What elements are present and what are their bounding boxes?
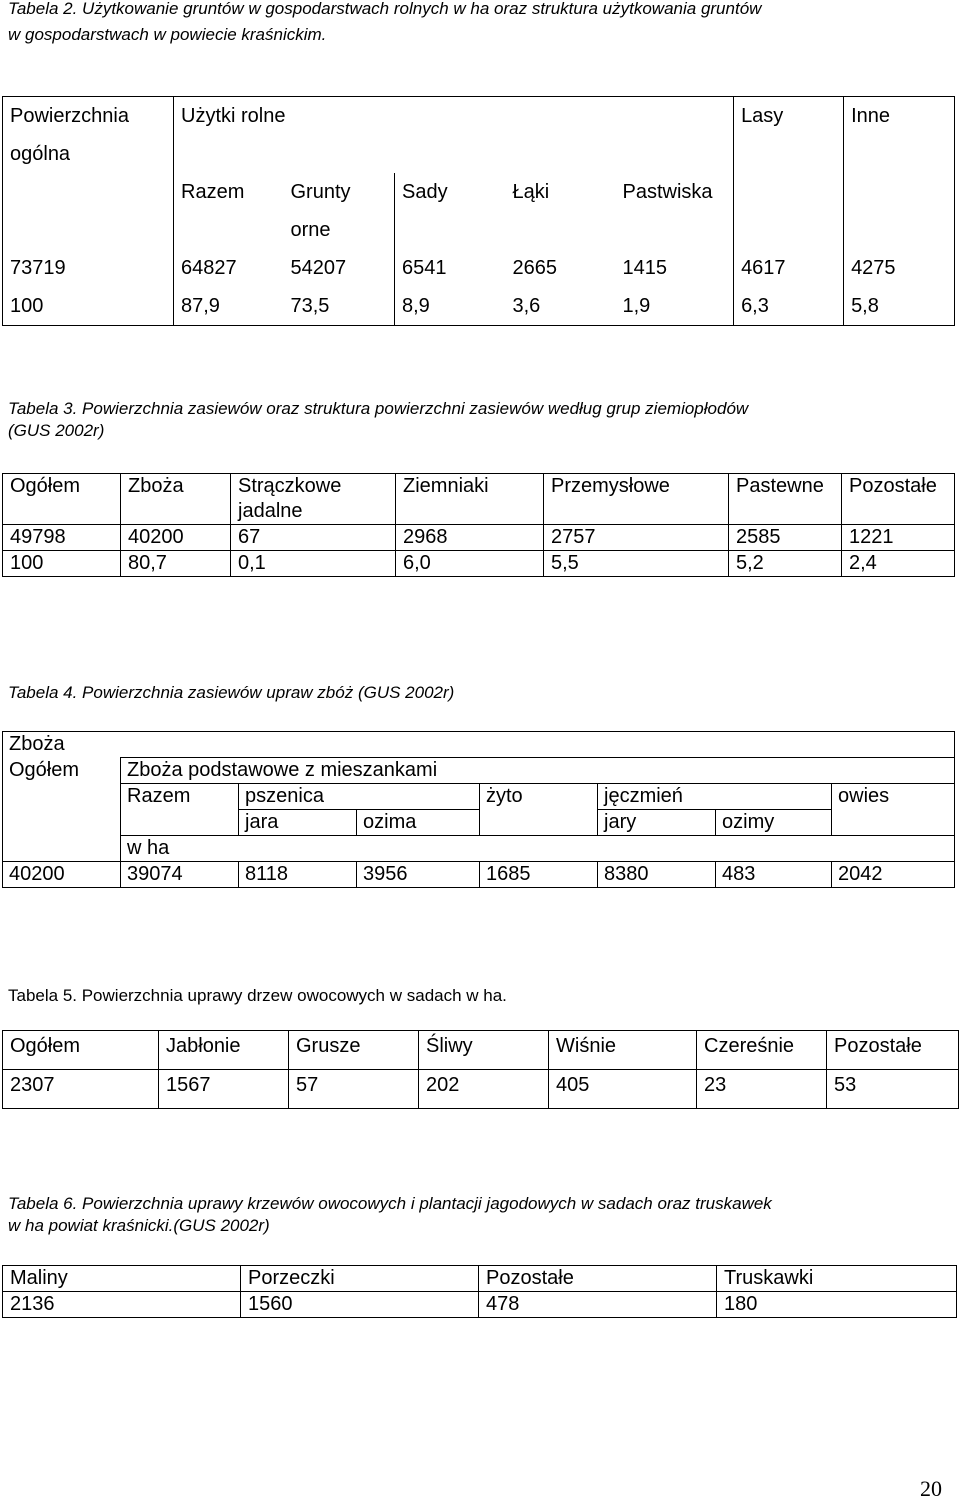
- t5-cell: 202: [419, 1070, 549, 1109]
- t5-header: Ogółem: [3, 1031, 159, 1070]
- t2-cell: 6541: [395, 249, 506, 287]
- t2-cell: 4275: [844, 249, 955, 287]
- t4-cell: 39074: [121, 862, 239, 888]
- t3-cell: 49798: [3, 525, 121, 551]
- t2-cell: 8,9: [395, 287, 506, 326]
- t4-cell: 2042: [832, 862, 955, 888]
- t2-cell: 100: [10, 295, 44, 317]
- table-row: [3, 525, 955, 551]
- table3-caption-line1: Tabela 3. Powierzchnia zasiewów oraz struktura powierzchni zasiewów według grup ziemiopłodów: [8, 399, 749, 418]
- table4-caption: Tabela 4. Powierzchnia zasiewów upraw zbóż (GUS 2002r): [8, 683, 455, 702]
- t4-header-zboza: Zboża: [3, 732, 955, 758]
- table2-caption: [8, 0, 958, 46]
- table3: [2, 473, 955, 577]
- t5-header: Śliwy: [419, 1031, 549, 1070]
- t4-cell: 1685: [480, 862, 598, 888]
- t5-cell: 23: [697, 1070, 827, 1109]
- t3-cell: 2,4: [849, 552, 877, 574]
- t2-cell: 2665: [512, 257, 557, 279]
- t3-header: Ogółem: [3, 474, 121, 500]
- t2-cell: 1415: [622, 257, 667, 279]
- t4-header-jeczmien: jęczmień: [598, 784, 832, 810]
- t3-header: Ziemniaki: [396, 474, 544, 500]
- table6-caption-line1: Tabela 6. Powierzchnia uprawy krzewów owocowych i plantacji jagodowych w sadach oraz truskawek: [8, 1194, 772, 1213]
- t5-header: Pozostałe: [827, 1031, 959, 1070]
- t3-cell: 0,1: [231, 551, 396, 577]
- t3-cell: 2757: [544, 525, 729, 551]
- table3-caption: [8, 398, 958, 442]
- table2-caption-line2: w gospodarstwach w powiecie kraśnickim.: [8, 25, 327, 44]
- t5-header: Czereśnie: [697, 1031, 827, 1070]
- table6-caption-line2: w ha powiat kraśnicki.(GUS 2002r): [8, 1216, 270, 1235]
- table4: [2, 731, 955, 888]
- t2-cell: 87,9: [174, 287, 284, 326]
- t2-header-inne: Inne: [844, 97, 955, 136]
- t3-header: Przemysłowe: [544, 474, 729, 500]
- t3-cell: 1221: [842, 525, 955, 551]
- t2-cell: 3,6: [512, 295, 541, 317]
- t6-header: Porzeczki: [241, 1266, 479, 1292]
- t6-header: Truskawki: [717, 1266, 957, 1292]
- table5: [2, 1030, 959, 1109]
- table6: [2, 1265, 957, 1318]
- t5-header: Wiśnie: [549, 1031, 697, 1070]
- t4-cell: 483: [716, 862, 832, 888]
- t3-cell: 80,7: [121, 551, 231, 577]
- t4-header-ozima: ozima: [357, 810, 480, 836]
- t5-cell: 405: [549, 1070, 697, 1109]
- t4-header-jara: jara: [239, 810, 357, 836]
- t2-header-orne: orne: [290, 219, 331, 241]
- t2-cell: 5,8: [844, 287, 955, 326]
- t3-cell: 100: [3, 551, 121, 577]
- t3-header-sub: jadalne: [231, 499, 396, 525]
- t6-header: Maliny: [3, 1266, 241, 1292]
- t5-header: Jabłonie: [159, 1031, 289, 1070]
- t6-header: Pozostałe: [479, 1266, 717, 1292]
- t2-cell: 4617: [734, 249, 844, 287]
- t4-header-ogolem: Ogółem: [3, 758, 121, 784]
- t2-header-grunty: Grunty: [290, 181, 351, 203]
- t4-header-wha: w ha: [121, 836, 955, 862]
- t3-header: Pastewne: [729, 474, 842, 500]
- t5-cell: 2307: [3, 1070, 159, 1109]
- t5-cell: 53: [827, 1070, 959, 1109]
- t4-header-jary: jary: [598, 810, 716, 836]
- t2-header-lasy: Lasy: [734, 97, 844, 136]
- table2: [2, 96, 955, 326]
- table2-caption-line1: Tabela 2. Użytkowanie gruntów w gospodarstwach rolnych w ha oraz struktura użytkowania gruntów: [8, 0, 762, 18]
- t3-cell: 67: [231, 525, 396, 551]
- t2-cell: 6,3: [734, 287, 844, 326]
- t2-cell: 73719: [10, 257, 66, 279]
- t4-header-pszenica: pszenica: [239, 784, 480, 810]
- table-row: [3, 249, 955, 287]
- table3-caption-line2: (GUS 2002r): [8, 421, 105, 440]
- t2-cell: 54207: [290, 257, 347, 279]
- t2-cell: 73,5: [290, 295, 330, 317]
- t3-header: Zboża: [121, 474, 231, 500]
- t6-cell: 180: [717, 1292, 957, 1318]
- t3-header: Pozostałe: [849, 475, 937, 497]
- table5-caption: Tabela 5. Powierzchnia uprawy drzew owocowych w sadach w ha.: [8, 986, 507, 1005]
- table-row: [3, 862, 955, 888]
- t2-header-razem: Razem: [174, 173, 284, 211]
- t4-header-zyto: żyto: [480, 784, 598, 810]
- t2-header-powierzchnia: Powierzchnia: [10, 105, 129, 127]
- t3-cell: 5,2: [729, 551, 842, 577]
- t4-header-podstawowe: Zboża podstawowe z mieszankami: [121, 758, 955, 784]
- t4-cell: 8118: [239, 862, 357, 888]
- table-row: [3, 1292, 957, 1318]
- t5-header: Grusze: [289, 1031, 419, 1070]
- t4-header-razem: Razem: [121, 784, 239, 810]
- t5-cell: 57: [289, 1070, 419, 1109]
- t4-cell: 3956: [357, 862, 480, 888]
- t2-header-uzytki: Użytki rolne: [174, 97, 734, 136]
- t3-cell: 2968: [396, 525, 544, 551]
- t3-cell: 2585: [729, 525, 842, 551]
- t2-header-sady: Sady: [395, 173, 506, 211]
- table-row: [3, 551, 955, 577]
- t4-cell: 8380: [598, 862, 716, 888]
- table-row: [3, 287, 955, 326]
- page-number: 20: [920, 1476, 942, 1501]
- t6-cell: 478: [479, 1292, 717, 1318]
- table6-caption: [8, 1193, 958, 1237]
- t6-cell: 1560: [241, 1292, 479, 1318]
- t2-header-laki: Łąki: [512, 181, 550, 203]
- t3-header: Strączkowe: [231, 474, 396, 500]
- t4-header-ozimy: ozimy: [716, 810, 832, 836]
- t4-header-owies: owies: [832, 784, 955, 810]
- t2-header-ogolna: ogólna: [10, 143, 71, 165]
- t3-cell: 6,0: [396, 551, 544, 577]
- t5-cell: 1567: [159, 1070, 289, 1109]
- t2-cell: 64827: [174, 249, 284, 287]
- t2-cell: 1,9: [622, 295, 651, 317]
- t3-cell: 5,5: [544, 551, 729, 577]
- t6-cell: 2136: [3, 1292, 241, 1318]
- t2-header-pastwiska: Pastwiska: [622, 181, 713, 203]
- table-row: [3, 1070, 959, 1109]
- t3-cell: 40200: [121, 525, 231, 551]
- t4-cell: 40200: [3, 862, 121, 888]
